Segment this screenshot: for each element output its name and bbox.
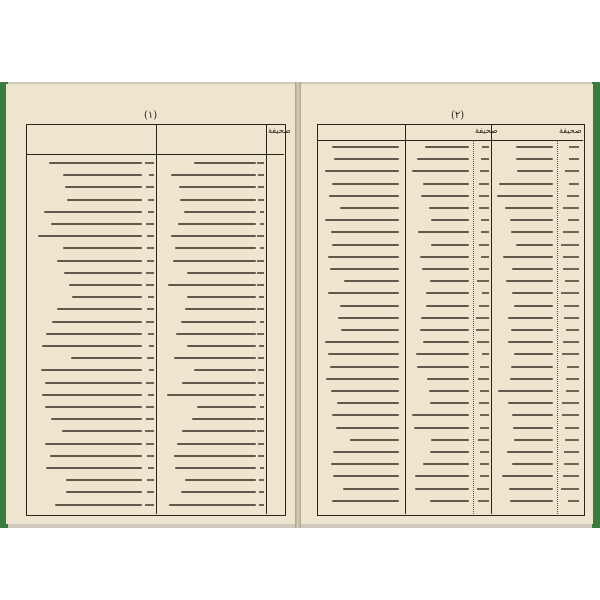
index-entry-page: [565, 280, 579, 282]
index-entry-page: [569, 158, 579, 160]
index-entry-text: [174, 357, 256, 359]
index-entry-text: [71, 357, 142, 359]
index-entry-text: [325, 219, 399, 221]
index-entry-text: [420, 256, 469, 258]
index-entry-text: [169, 504, 256, 506]
index-entry-text: [516, 244, 553, 246]
index-entry-page: [563, 341, 579, 343]
index-entry-text: [497, 195, 553, 197]
index-entry-text: [168, 284, 256, 286]
index-entry-text: [505, 207, 553, 209]
index-entry-text: [187, 296, 256, 298]
index-entry-text: [421, 195, 469, 197]
index-entry-text: [194, 162, 256, 164]
index-entry-page: [480, 414, 489, 416]
index-entry-text: [427, 378, 469, 380]
index-entry-page: [257, 260, 264, 262]
index-entry-page: [562, 402, 579, 404]
index-entry-page: [257, 272, 264, 274]
index-title: [62, 132, 144, 146]
index-entry-text: [514, 305, 553, 307]
index-entry-page: [259, 345, 264, 347]
index-entry-page: [567, 366, 579, 368]
index-entry-text: [426, 305, 469, 307]
index-entry-page: [480, 427, 489, 429]
page-number: (٢): [451, 110, 465, 121]
index-entry-text: [417, 366, 469, 368]
index-entry-text: [332, 244, 399, 246]
index-entry-text: [337, 402, 399, 404]
index-entry-text: [512, 463, 553, 465]
index-entry-page: [257, 235, 264, 237]
index-entry-text: [57, 260, 142, 262]
index-entry-text: [192, 418, 256, 420]
column-divider: [405, 124, 406, 514]
index-entry-page: [149, 174, 154, 176]
index-entry-text: [510, 378, 553, 380]
index-entry-text: [430, 500, 469, 502]
index-entry-page: [146, 443, 154, 445]
index-entry-text: [55, 504, 142, 506]
index-entry-text: [423, 183, 469, 185]
index-entry-text: [184, 211, 256, 213]
page-number-column-divider: [473, 140, 474, 514]
index-entry-text: [499, 183, 553, 185]
index-entry-page: [479, 244, 489, 246]
index-entry-text: [175, 467, 256, 469]
index-entry-text: [66, 479, 142, 481]
index-entry-page: [148, 394, 154, 396]
index-entry-text: [45, 406, 142, 408]
index-entry-text: [171, 235, 256, 237]
index-entry-text: [430, 402, 469, 404]
index-entry-page: [563, 475, 579, 477]
index-entry-page: [481, 158, 489, 160]
index-entry-text: [45, 382, 142, 384]
index-entry-page: [146, 186, 154, 188]
index-entry-page: [565, 427, 579, 429]
index-entry-page: [480, 463, 489, 465]
index-entry-page: [561, 292, 579, 294]
index-entry-text: [344, 280, 399, 282]
index-entry-page: [260, 223, 264, 225]
index-entry-text: [420, 329, 469, 331]
index-entry-text: [334, 158, 399, 160]
index-entry-text: [182, 382, 256, 384]
index-entry-page: [259, 479, 264, 481]
index-entry-text: [511, 329, 553, 331]
index-entry-page: [147, 455, 154, 457]
index-entry-text: [512, 268, 553, 270]
index-entry-text: [187, 272, 256, 274]
index-entry-text: [45, 443, 142, 445]
index-entry-text: [326, 378, 399, 380]
index-entry-page: [564, 451, 579, 453]
index-entry-text: [422, 268, 469, 270]
index-entry-text: [181, 321, 256, 323]
index-entry-text: [330, 268, 399, 270]
index-entry-page: [480, 366, 489, 368]
index-entry-text: [180, 199, 256, 201]
index-entry-text: [417, 158, 469, 160]
index-entry-page: [482, 292, 489, 294]
index-entry-page: [258, 186, 264, 188]
index-entry-page: [563, 231, 579, 233]
index-entry-text: [72, 296, 142, 298]
index-entry-page: [477, 341, 489, 343]
index-entry-text: [332, 146, 399, 148]
index-entry-page: [146, 284, 154, 286]
index-entry-text: [332, 183, 399, 185]
book-cover-edge-right: [592, 82, 600, 528]
index-entry-page: [260, 321, 264, 323]
index-entry-page: [479, 402, 489, 404]
index-entry-text: [430, 451, 469, 453]
left-page: [6, 84, 297, 524]
index-entry-text: [46, 467, 142, 469]
index-entry-page: [147, 247, 154, 249]
index-entry-page: [479, 195, 489, 197]
index-entry-page: [148, 211, 154, 213]
index-entry-text: [431, 244, 469, 246]
index-entry-page: [147, 260, 154, 262]
index-entry-text: [64, 272, 142, 274]
right-page: [300, 84, 593, 524]
index-entry-page: [260, 406, 264, 408]
index-entry-text: [178, 223, 256, 225]
index-entry-page: [569, 183, 579, 185]
index-entry-text: [516, 146, 553, 148]
index-entry-text: [51, 223, 142, 225]
index-entry-text: [415, 488, 469, 490]
index-entry-text: [503, 256, 553, 258]
index-entry-page: [149, 369, 154, 371]
index-entry-text: [508, 402, 553, 404]
index-entry-text: [423, 341, 469, 343]
index-entry-page: [565, 170, 579, 172]
index-entry-text: [51, 418, 142, 420]
index-entry-page: [259, 296, 264, 298]
index-entry-page: [148, 296, 154, 298]
index-entry-page: [562, 414, 579, 416]
header-rule: [26, 154, 284, 155]
index-entry-text: [67, 199, 142, 201]
column-header-page: صحيفة: [559, 126, 582, 135]
index-entry-text: [46, 333, 142, 335]
index-entry-text: [507, 451, 553, 453]
column-header-page: صحيفة: [475, 126, 498, 135]
page-number-column-divider: [266, 124, 267, 514]
index-entry-text: [50, 455, 142, 457]
index-entry-page: [476, 329, 489, 331]
index-entry-page: [148, 467, 154, 469]
page-number: (١): [144, 110, 158, 121]
index-entry-text: [332, 500, 399, 502]
index-entry-text: [508, 341, 553, 343]
index-entry-text: [331, 463, 399, 465]
index-entry-text: [333, 451, 399, 453]
index-entry-page: [477, 488, 489, 490]
index-entry-text: [513, 427, 553, 429]
index-entry-text: [431, 439, 469, 441]
index-entry-text: [329, 195, 399, 197]
index-entry-text: [63, 174, 142, 176]
index-entry-page: [567, 195, 579, 197]
index-entry-text: [328, 256, 399, 258]
index-entry-page: [257, 308, 264, 310]
index-entry-page: [481, 231, 489, 233]
index-entry-page: [259, 394, 264, 396]
index-entry-text: [167, 394, 256, 396]
index-entry-page: [566, 329, 579, 331]
index-entry-text: [425, 146, 469, 148]
index-entry-page: [147, 308, 154, 310]
index-entry-text: [49, 162, 142, 164]
index-entry-text: [343, 488, 399, 490]
index-entry-text: [340, 207, 399, 209]
index-entry-text: [38, 235, 142, 237]
index-entry-page: [147, 357, 154, 359]
index-entry-page: [480, 475, 489, 477]
index-entry-page: [561, 244, 579, 246]
index-entry-page: [479, 207, 489, 209]
index-entry-text: [430, 280, 469, 282]
index-entry-text: [510, 500, 553, 502]
index-entry-page: [566, 390, 579, 392]
index-entry-text: [423, 463, 469, 465]
index-entry-page: [478, 378, 489, 380]
header-rule: [317, 140, 583, 141]
index-entry-text: [511, 366, 553, 368]
index-entry-page: [146, 272, 154, 274]
index-entry-page: [258, 199, 264, 201]
index-entry-page: [481, 256, 489, 258]
index-entry-page: [478, 500, 489, 502]
index-entry-text: [176, 333, 256, 335]
index-entry-text: [330, 366, 399, 368]
index-entry-text: [197, 406, 256, 408]
index-entry-page: [480, 170, 489, 172]
index-entry-page: [562, 353, 579, 355]
index-entry-page: [482, 353, 489, 355]
index-entry-page: [257, 284, 264, 286]
index-entry-page: [257, 333, 264, 335]
index-entry-page: [258, 443, 264, 445]
index-entry-page: [564, 463, 579, 465]
index-entry-text: [431, 219, 469, 221]
index-entry-page: [147, 235, 154, 237]
index-entry-page: [145, 430, 154, 432]
index-entry-text: [429, 207, 469, 209]
index-entry-page: [563, 256, 579, 258]
index-entry-page: [258, 382, 264, 384]
index-entry-text: [171, 174, 256, 176]
index-entry-text: [429, 390, 469, 392]
index-entry-page: [146, 418, 154, 420]
index-entry-text: [340, 305, 399, 307]
index-entry-text: [509, 488, 553, 490]
index-entry-page: [565, 439, 579, 441]
index-entry-text: [336, 427, 399, 429]
index-entry-page: [257, 162, 264, 164]
index-entry-page: [480, 390, 489, 392]
index-entry-page: [482, 146, 489, 148]
index-entry-text: [42, 394, 142, 396]
index-entry-page: [258, 174, 264, 176]
index-entry-page: [478, 439, 489, 441]
index-entry-text: [185, 479, 256, 481]
page-number-column-divider: [557, 140, 558, 514]
index-entry-page: [481, 219, 489, 221]
index-entry-page: [146, 321, 154, 323]
index-entry-text: [514, 439, 553, 441]
index-entry-page: [260, 467, 264, 469]
index-entry-text: [187, 345, 256, 347]
index-entry-text: [69, 284, 142, 286]
index-entry-text: [42, 345, 142, 347]
column-divider: [491, 124, 492, 514]
index-entry-page: [148, 333, 154, 335]
index-entry-text: [52, 321, 142, 323]
index-entry-text: [508, 317, 553, 319]
index-entry-page: [149, 345, 154, 347]
index-entry-page: [257, 430, 264, 432]
index-entry-page: [147, 479, 154, 481]
index-entry-text: [341, 329, 399, 331]
index-entry-text: [421, 317, 469, 319]
index-entry-page: [479, 268, 489, 270]
index-entry-text: [414, 427, 469, 429]
index-entry-text: [350, 439, 399, 441]
column-divider: [156, 124, 157, 514]
index-entry-page: [564, 305, 579, 307]
index-entry-text: [331, 390, 399, 392]
index-entry-page: [146, 406, 154, 408]
index-entry-page: [258, 369, 264, 371]
index-entry-page: [479, 305, 489, 307]
index-entry-page: [476, 317, 489, 319]
index-entry-page: [258, 455, 264, 457]
index-entry-page: [260, 211, 264, 213]
index-entry-text: [506, 280, 553, 282]
index-entry-text: [338, 317, 399, 319]
index-entry-page: [568, 219, 579, 221]
index-entry-page: [260, 247, 264, 249]
index-entry-text: [177, 443, 256, 445]
index-entry-text: [173, 260, 256, 262]
index-entry-page: [566, 378, 579, 380]
index-entry-page: [145, 162, 154, 164]
index-entry-page: [563, 207, 579, 209]
index-entry-page: [148, 199, 154, 201]
index-entry-page: [258, 357, 264, 359]
index-entry-page: [477, 280, 489, 282]
index-entry-page: [145, 504, 154, 506]
index-entry-text: [174, 455, 256, 457]
index-entry-page: [259, 504, 264, 506]
index-entry-text: [498, 390, 553, 392]
index-entry-text: [44, 211, 142, 213]
index-entry-page: [257, 418, 264, 420]
index-entry-page: [561, 488, 579, 490]
index-entry-text: [510, 219, 553, 221]
index-entry-text: [325, 341, 399, 343]
column-header-page: صحيفة: [268, 126, 291, 135]
index-entry-page: [569, 146, 579, 148]
index-entry-page: [146, 382, 154, 384]
index-entry-page: [479, 183, 489, 185]
index-entry-page: [147, 491, 154, 493]
index-entry-page: [259, 491, 264, 493]
index-entry-page: [480, 451, 489, 453]
open-book: [0, 82, 600, 528]
index-entry-page: [146, 223, 154, 225]
index-entry-text: [516, 158, 553, 160]
index-entry-page: [564, 317, 579, 319]
index-entry-page: [563, 268, 579, 270]
index-entry-page: [568, 500, 579, 502]
